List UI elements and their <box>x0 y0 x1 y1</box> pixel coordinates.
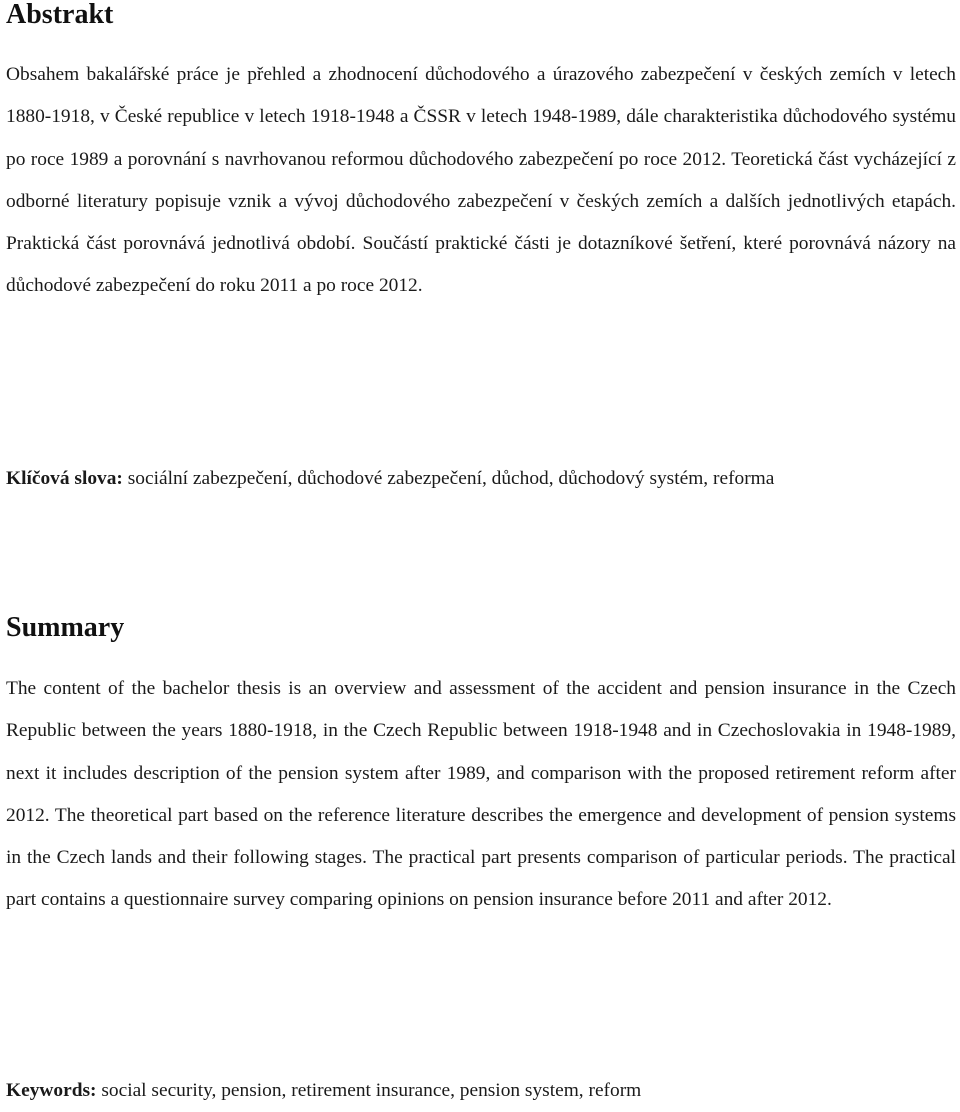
summary-keywords-list: social security, pension, retirement insurance, pension system, reform <box>101 1080 642 1101</box>
summary-text: The content of the bachelor thesis is an overview and assessment of the accident and pension insurance in the Czech Republic between the years 1880-1918, in the Czech Republic between 1918-1948 and in Czechoslovakia in 1948-1989, next it includes description of the pension system after 1989, and comparison with the proposed retirement reform after 2012. The theoretical part based on the reference literature describes the emergence and development of pension systems in the Czech lands and their following stages. The practical part presents comparison of particular periods. The practical part contains a questionnaire survey comparing opinions on pension insurance before 2011 and after 2012. <box>6 678 956 911</box>
abstract-keywords <box>6 458 956 500</box>
summary-keywords-label: Keywords: <box>6 1080 97 1101</box>
abstract-text: Obsahem bakalářské práce je přehled a zhodnocení důchodového a úrazového zabezpečení v českých zemích v letech 1880-1918, v České republice v letech 1918-1948 a ČSSR v letech 1948-1989, dále charakteristika důchodového systému po roce 1989 a porovnání s navrhovanou reformou důchodového zabezpečení po roce 2012. Teoretická část vycházející z odborné literatury popisuje vznik a vývoj důchodového zabezpečení v českých zemích a dalších jednotlivých etapách. Praktická část porovnává jednotlivá období. Součástí praktické části je dotazníkové šetření, které porovnává názory na důchodové zabezpečení do roku 2011 a po roce 2012. <box>6 64 956 297</box>
summary-keywords <box>6 1070 956 1112</box>
abstract-keywords-list: sociální zabezpečení, důchodové zabezpečení, důchod, důchodový systém, reforma <box>127 468 775 489</box>
abstract-keywords-label: Klíčová slova: <box>6 468 123 489</box>
abstract-heading: Abstrakt <box>6 0 114 30</box>
summary-heading: Summary <box>6 612 125 643</box>
